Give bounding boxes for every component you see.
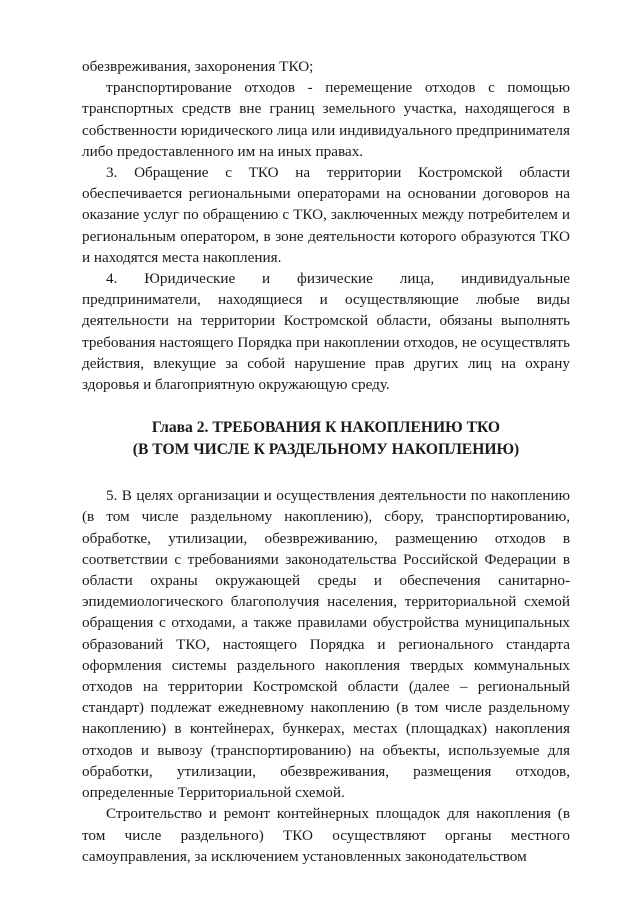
paragraph-construction: Строительство и ремонт контейнерных площадок для накопления (в том числе раздельного) ТКО осуществляют органы местного самоуправления, за исключением установленных законодательством — [82, 805, 570, 865]
document-page — [82, 56, 570, 867]
chapter-heading-line-1: Глава 2. ТРЕБОВАНИЯ К НАКОПЛЕНИЮ ТКО — [151, 419, 501, 437]
paragraph-transportation-definition: транспортирование отходов - перемещение отходов с помощью транспортных средств вне границ земельного участка, находящегося в собственности юридического лица или индивидуального предпринимателя либо предоставленного им на иных правах. — [82, 79, 570, 160]
paragraph-3: 3. Обращение с ТКО на территории Костромской области обеспечивается региональными операторами на основании договоров на оказание услуг по обращению с ТКО, заключенных между потребителем и региональным оператором, в зоне деятельности которого образуются ТКО и находятся места накопления. — [82, 164, 570, 266]
paragraph-continuation: обезвреживания, захоронения ТКО; — [82, 58, 314, 75]
paragraph-4: 4. Юридические и физические лица, индивидуальные предприниматели, находящиеся и осуществляющие любые виды деятельности на территории Костромской области, обязаны выполнять требования настоящего Порядка при накоплении отходов, не осуществлять действия, влекущие за собой нарушение прав других лиц на охрану здоровья и благоприятную окружающую среду. — [82, 270, 570, 394]
chapter-heading-line-2: (В ТОМ ЧИСЛЕ К РАЗДЕЛЬНОМУ НАКОПЛЕНИЮ) — [132, 441, 520, 459]
paragraph-5: 5. В целях организации и осуществления деятельности по накоплению (в том числе раздельному накоплению), сбору, транспортированию, обработке, утилизации, обезвреживанию, размещению отходов в соответствии с требованиями законодательства Российской Федерации в области охраны окружающей среды и обеспечения санитарно-эпидемиологического благополучия населения, территориальной схемой обращения с отходами, а также правилами обустройства муниципальных образований ТКО, настоящего Порядка и регионального стандарта оформления системы раздельного накопления твердых коммунальных отходов на территории Костромской области (далее – региональный стандарт) подлежат ежедневному накоплению (в том числе раздельному накоплению) в контейнерах, бункерах, местах (площадках) накопления отходов и вывозу (транспортированию) на объекты, используемые для обработки, утилизации, обезвреживания, размещения отходов, определенные Территориальной схемой. — [82, 487, 570, 802]
chapter-heading — [82, 417, 570, 461]
